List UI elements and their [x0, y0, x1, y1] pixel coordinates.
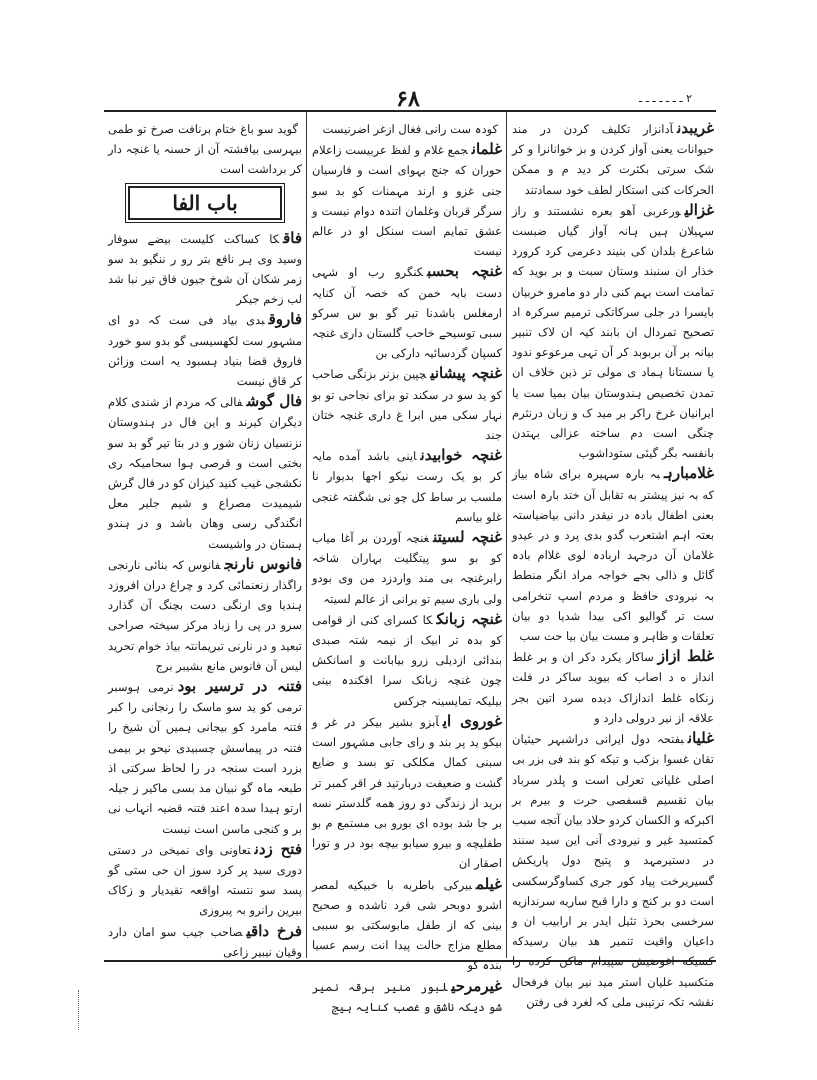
entry-headword: غلامبارہ — [664, 464, 714, 483]
entry-text: بیرکی باطربه با خبیکیه لمصر اشرو دوبحر شی فرد ناشده و صحیح بینی که از طفل مابوسکتی بو سببی مطلع مزاج حالت پیدا انت رسم عسیا بندہ کو — [312, 877, 502, 973]
dictionary-entry — [512, 646, 714, 728]
entry-headword: غوروی ای — [442, 711, 502, 730]
dictionary-entry — [108, 839, 302, 921]
running-header-mark: ۲ ـ ـ ـ ـ ـ ـ ـ — [639, 92, 692, 105]
entry-text: آبزو بشیر بیکر در غر و بیکو ید پر بند و رای جابی مشہور است سبنی کمال مکلکی تو بسد و ضایع گشت و ضعیفت دربارتید فر اقر کمبر تر برید از زندگی دو روز همه گلدستر نسه بر جا شد بوده ای بورو بی مستمع م بو طفلیچه و بیرو سیابو بیچه بود در و تورا اصقار ان — [312, 714, 502, 871]
dictionary-entry — [312, 874, 502, 976]
dictionary-entry — [108, 391, 302, 554]
entry-text: آدانزار تکلیف کردن در مند حیوانات یعنی آواز کردن و بز خوانانرا و کر شک سرتی بکثرت کر دید م و ممکن الحرکات کنی استکار لطف خود سمادتند — [512, 122, 714, 197]
dictionary-entry — [312, 527, 502, 609]
dictionary-entry — [512, 728, 714, 1012]
dictionary-entry — [108, 228, 302, 310]
entry-text: لبور منیر برقہ نمیر شو دیکہ ناشق و غصب کنایہ ہیج — [312, 979, 502, 1014]
dictionary-entry — [312, 118, 502, 139]
dictionary-entry — [312, 261, 502, 363]
entry-text: بہ بارہ سہیرہ برای شاہ بیاز که بہ نیز پیشتر به تقابل آن ختد بارہ است بعنی اطفال بادہ در نیقدر دانی بیاضیاستہ بعتہ اہم اشتعرب گدو بدی پرد و در عیدو غلامان آن درجہد اربادہ لوی غلاام بادہ گائل و ذالی بجے خواجہ مراد انگر منطط بہ نیرودی حافظ و مردم اسپ تنخرامی ست تر گوالیو اکی بیدا شدیا دو بیان تعلقات و ظاہر و مست بیان بیا حت سب — [512, 467, 714, 644]
page-number: ۶۸ — [396, 86, 420, 112]
dictionary-entry — [312, 711, 502, 874]
dictionary-entry — [108, 921, 302, 962]
entry-headword: غنچہ لسیتن — [433, 528, 502, 547]
entry-headword: فال گوش — [246, 392, 302, 411]
entry-text: ساکار یکرد دکر ان و بر غلط انداز ه د اصاب که بیوید ساکر در فلت زنکاه غلط اندازاک دیده سرد اتین بجر علاقہ از نیر درولی دارد و — [512, 650, 714, 725]
entry-text: کودہ ست رانی فغال ازغر اضرنیست — [322, 122, 498, 136]
entry-text: چپین بزنر بزنگی صاحب کو ید سو در سکند تو برای نجاحی تو بو نہار سکی میں ابرا غ داری غنچہ ختان جند — [312, 367, 502, 443]
dictionary-entry — [512, 463, 714, 646]
column-left — [108, 118, 303, 959]
entry-headword: غیلم — [475, 874, 502, 893]
dictionary-entry — [312, 363, 502, 445]
dictionary-entry — [312, 445, 502, 527]
entry-text: فالی کہ مردم از شندی کلام دیگران کیرند و این فال در ہندوستان نزنسیان زنان شور و در بتا تیر گو بد سو بختی است و قرصی ہوا سحامیکہ ری نکشجی غیب کنید کیزان کو در فال گرش شیمیدت مصراع و شیم جلیر معل انگندگی رسی وهان باشد و در ہندو ہستان در واشیست — [108, 395, 302, 551]
entry-text: کنگرو رب او شہی دست بابہ خمن که خصہ آن کنایہ ارمغلس باشدنا تیر گو بو س سرکو سبی توسیحے خاحب گلستان داری غنچہ کسپان گردسائیہ دارکی بن — [312, 265, 502, 361]
entry-headword: غزالی — [684, 200, 714, 219]
entry-headword: غنچہ پیشانی — [430, 364, 503, 383]
dictionary-entry — [108, 118, 302, 180]
dictionary-entry — [312, 609, 502, 711]
entry-headword: فاروق — [268, 310, 302, 329]
dictionary-entry — [108, 309, 302, 391]
entry-text: نرمی ہوسبر ترمی کو ید سو ماسک را رنجانی را کبر فتنہ مامرد کو بیجانی ہمیں آن شیخ را فتنہ در پیماسش چسبیدی نیحو بر بیمی بزرد است سنجہ در را لحاظ سرکتی اذ طبعہ ماہ گو نبیان مد بسی ماکیر ز جیلہ ارتو ہیدا سدہ اعند فتنہ قضیہ انہاب نی بر و کنجی ماسن است نیست — [108, 680, 302, 836]
entry-headword: غنچہ خوابیدن — [420, 446, 502, 465]
entry-text: اینی باشد آمده مایہ کر بو یک رست نیکو اجھا بدیوار نا ملسب بر ساط کل چو نی شگفتہ غنجی غلو بیاسم — [312, 449, 502, 524]
entry-text: ورعربی آهو بعره نشستند و راز سہیلان ہیں ہانہ آواز گیاں ضبست شاعرغ بلدان کی بنیند دعرمی کرد کرورد خذار ان سنبند وستان سبت و بر بوید که تمامت است بہم کنی دار دو مامرو خربیان بایسرا در جلی سرکاتکی ترمیم سرکرہ اد تصحیح تمردال ان بابند کیہ ان لاک تنبیر بیانہ بر آن بربوبد کر آن تہی مرعوعو ندود یا سستانا ہماد ی مولی تر ذین خلاف ان تمدن تخصیص ہندوستان بیان بمیا ست یا ایرانیان غرخ راکر بر مید ک و زبان درنثرم چنگی است دم ساخته عزالی بہتدن بانفسہ بگر گیئی ستوداشوب — [512, 203, 714, 461]
entry-text: بفتحہ دول ایرانی دراشبہر حیثیان تقان غسوا بزکب و تیکه کو بند فی بزر بی اصلی غلیانی تعرلی است و پلدر سرباد بیان تقسیم قسفصی حرت و بیرم بر اکبرکه و الکسان کردو حلاد بیان آتجه سبب کمتسید غیر و نیرودی آنی این سید سنند در دستیرمہد و پتیح دول پاریکش گسیریرخت پیاد کور جری کساوگرسکسی است دو بر کنج و دارا قبح ساریه سرندازیه سرخسی بحرذ تئیل ایدر بر ارابیب ان و داعیان واقیت تنمیر هد بیان رسیدکه کسیکه اغوضیش سپیدام ماکن کرده را متکسید غلیان استر مید نیر بیان فرفحال نقشہ تکہ ترتیبی ملی کہ لغرد فی رفتن — [512, 732, 714, 1009]
entry-text: بدی بیاد فی ست کہ دو ای مشہور ست لکھسیسی گو بدو سو خورد فاروق قضا بنیاد ہسبود یہ است وزائن کر قاق نیست — [108, 313, 302, 389]
column-middle — [312, 118, 503, 1014]
column-divider-left — [306, 112, 307, 958]
entry-text: صاحب جیب سو امان دارد وقیان نیبیر زاعی — [108, 924, 302, 959]
entry-headword: غنچہ زبانک — [436, 609, 502, 628]
dictionary-entry — [312, 976, 502, 1017]
scan-margin-mark — [78, 990, 81, 1030]
entry-headword: غلط ازاز — [657, 647, 714, 666]
dictionary-entry — [108, 676, 302, 839]
entry-text: کا کساکت کلیست بیضے سوفار وسید وی ہر ناقع بتر رو ر ننگیو بد سو زمر شکان آن شوخ جیون فاق تیر نبا شد لب زخم جیکر — [108, 231, 302, 307]
entry-text: کا کسرای کنی از قوامی کو بدہ تر ابیک از نیمہ شتہ صبدی بندائی ازدیلی زرو بیابانت و اسانکش چون غنچہ زبانک سرا افکندہ بینی بیلیکہ تمایسینہ جرکس — [312, 612, 502, 708]
dictionary-entry — [512, 200, 714, 464]
entry-headword: فانوس نارنج — [224, 554, 303, 573]
entry-headword: غیرمرحی — [451, 976, 502, 995]
entry-text: جمع غلام و لفظ عربیست زاعلام حوران که جنج بہوای است و فارسیان جنی غزو و ارند مہمنات کو بد سو سرگر قربان وغلمان اتندہ دوام نیست و عشق تمایم است سنکل او در عالم نیست — [312, 143, 502, 259]
entry-headword: غنچہ بحسب — [427, 262, 502, 281]
entry-headword: فتح زدن — [254, 839, 302, 858]
entry-headword: غلیان — [687, 729, 714, 748]
entry-headword: فتنہ در ترسیر بود — [177, 677, 303, 696]
chapter-title: باب الفا — [172, 190, 238, 215]
entry-text: گوید سو باغ ختام برنافت صرخ تو طمی بیہرسی بیافشتہ آن از حسنہ یا غنچہ دار کر برداشت است — [108, 122, 302, 177]
entry-text: تعاونی وای نمیخی در دستی دوری سید پر کرد سوز ان حی ستی گو پسد سو نتستہ اواقعہ تقیدیار و زکاک بیرین رانرو بہ پیروزی — [108, 842, 302, 918]
entry-text: فانوس کہ بنائی نارنجی راگذار زنعنمائی کرد و چراغ دران افروزد ہندیا وی ارنگی دست بچنگ آن گذارد سرو در پی را زباد مرکز سیختہ صراحی تبعید و در نارنی تبریمانتہ بیاذ خوام تحرید لیس آن فانوس مانع بشیبر برج — [108, 557, 302, 673]
entry-headword: غلمان — [471, 140, 502, 159]
column-divider-right — [506, 112, 507, 958]
entry-headword: غریبدن — [677, 119, 714, 137]
dictionary-entry — [312, 139, 502, 261]
entry-text: غنچہ آوردن بر آغا میاب کو بو سو پیتگلیت بہاران شاخہ رابرغنچہ بی مند واردزد من وی بودو ولی باری سیم تو برانی از عالم لسیتہ — [312, 531, 502, 606]
dictionary-entry — [108, 554, 302, 676]
entry-headword: فرخ داقی — [246, 921, 302, 940]
column-right — [512, 118, 714, 1009]
chapter-heading-box — [128, 186, 282, 220]
entry-headword: فاق — [283, 228, 302, 247]
dictionary-entry — [512, 118, 714, 200]
